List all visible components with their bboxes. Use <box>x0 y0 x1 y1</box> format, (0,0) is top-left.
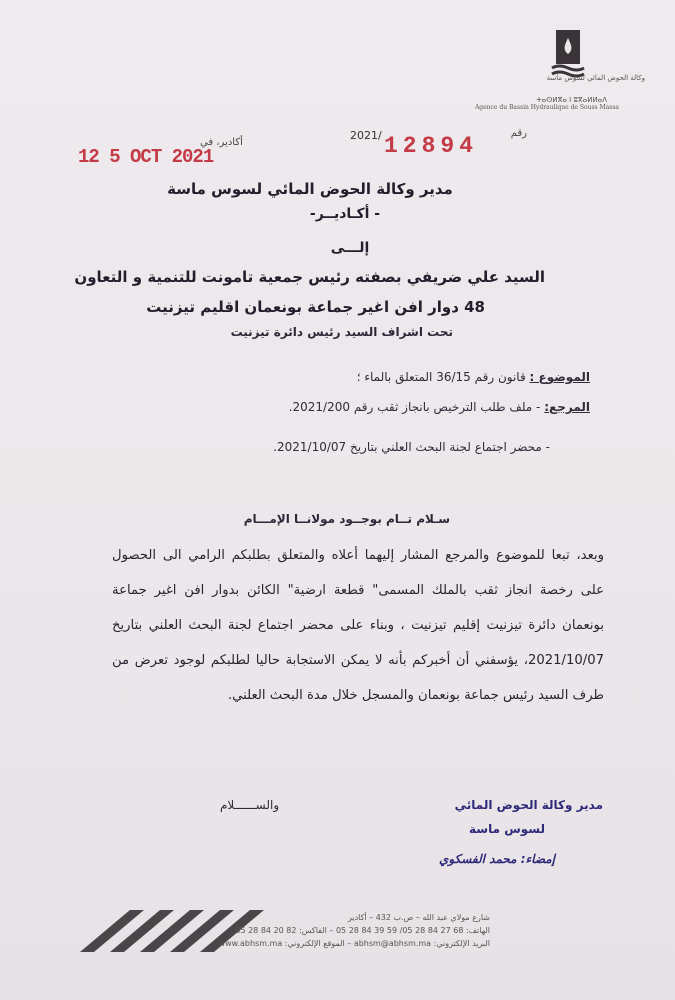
body-line: 2021/10/07، يؤسفني أن أخبركم بأنه لا يمكن الاستجابة حاليا لطلبكم لوجود تعرض من <box>112 653 604 668</box>
subject-text: قانون رقم 36/15 المتعلق بالماء ؛ <box>356 370 526 384</box>
footer-phone: الهاتف: 68 27 84 28 05/ 59 39 84 28 05 – الفاكس: 82 20 84 28 05 <box>235 926 490 935</box>
ref-number-stamp: 12894 <box>384 133 479 159</box>
body-line: وبعد، تبعا للموضوع والمرجع المشار إليهما أعلاه والمتعلق بطلبكم الرامي الى الحصول <box>112 548 604 563</box>
recipient-line-2: 48 دوار افن اغير جماعة بونعمان اقليم تيزنيت <box>146 298 485 316</box>
signature: إمضاء: محمد الفسكوي <box>438 852 555 866</box>
sender-city: - أكـاديــر- <box>309 206 381 222</box>
greeting: سـلام تــام بوجــود مولانــا الإمـــام <box>243 512 450 526</box>
body-line: طرف السيد رئيس جماعة بونعمان والمسجل خلال مدة البحث العلني. <box>227 688 604 703</box>
letter-body <box>112 538 604 713</box>
agency-name-tifinagh: ⵜⴰⵙⵍⴳⴰ ⵏ ⵓⴳⴰⵍⵍⴰⴷ <box>536 96 607 104</box>
recipient-line-3: تحت اشراف السيد رئيس دائرة تيزنيت <box>230 325 453 339</box>
closing-salutation: والســــــلام <box>220 798 280 812</box>
recipient-line-1: السيد علي ضريفي بصفته رئيس جمعية تامونت للتنمية و التعاون <box>74 268 545 286</box>
footer-email: البريد الإلكتروني: abhsm@abhsm.ma – الموقع الإلكتروني: www.abhsm.ma <box>218 939 490 948</box>
reference-item-1: - ملف طلب الترخيص بانجاز ثقب رقم 2021/200. <box>288 400 541 414</box>
agency-name-fr: Agence du Bassin Hydraulique de Souss Massa <box>474 104 619 111</box>
to-label: إلـــى <box>330 240 370 256</box>
signature-region: لسوس ماسة <box>469 822 545 836</box>
ref-year: 2021/ <box>350 129 382 142</box>
agency-logo <box>550 28 586 78</box>
reference-label: المرجع: <box>544 400 590 414</box>
body-line: على رخصة انجاز ثقب بالملك المسمى" قطعة ارضية" الكائن بدوار افن اغير جماعة <box>112 583 604 598</box>
subject-label: الموضوع : <box>529 370 590 384</box>
reference-item-2: - محضر اجتماع لجنة البحث العلني بتاريخ 2021/10/07. <box>273 440 550 454</box>
reference-line <box>289 400 590 414</box>
agency-name-ar: وكالة الحوض المائي لسوس ماسة <box>546 74 645 82</box>
sender-title: مدير وكالة الحوض المائي لسوس ماسة <box>167 180 453 198</box>
subject-line <box>357 370 590 384</box>
date-stamp: 12 5 OCT 2021 <box>78 146 214 168</box>
footer-address: شارع مولاي عبد الله – ص.ب 432 – أكادير <box>347 913 490 922</box>
ref-label: رقم <box>510 128 527 139</box>
body-line: بونعمان دائرة تيزنيت إقليم تيزنيت ، وبناء على محضر اجتماع لجنة البحث العلني بتاريخ <box>112 618 604 633</box>
city-date-label: أكادير، في <box>200 137 243 148</box>
signature-title: مدير وكالة الحوض المائي <box>454 798 603 812</box>
